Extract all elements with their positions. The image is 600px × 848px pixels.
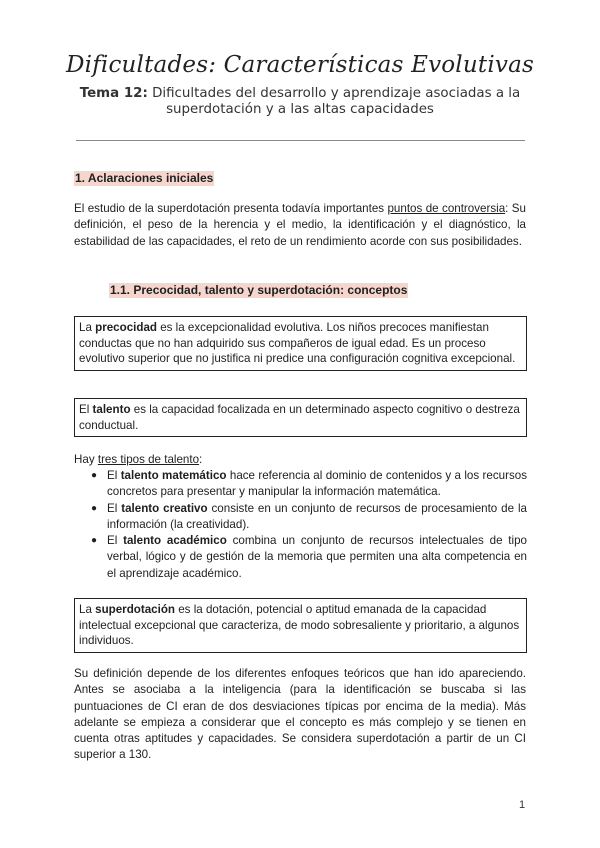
talent-types-list (90, 468, 527, 582)
subtitle-label: Tema 12: (79, 86, 148, 101)
definition-box-talento: El talento es la capacidad focalizada en un determinado aspecto cognitivo o destreza conductual. (74, 398, 527, 437)
list-item: ● El talento académico combina un conjunto de recursos intelectuales de tipo verbal, lógico y de gestión de la memoria que permiten una alta competencia en el aprendizaje académico. (91, 534, 527, 580)
page-number: 1 (519, 799, 526, 811)
document-subtitle (60, 86, 540, 118)
term-precocidad: precocidad (95, 321, 157, 334)
term-superdotacion: superdotación (95, 603, 176, 616)
divider (76, 140, 525, 141)
talent-types-intro: Hay tres tipos de talento: (74, 453, 203, 466)
bullet-icon: ● (91, 470, 98, 481)
subtitle-text: Dificultades del desarrollo y aprendizaje asociadas a la superdotación y a las altas capacidades (152, 86, 521, 117)
closing-paragraph: Su definición depende de los diferentes enfoques teóricos que han ido apareciendo. Antes se asociaba a la inteligencia (para la identificación se buscaba si las puntuaciones de CI eran de dos desviaciones típicas por encima de la media). Más adelante se empieza a considerar que el concepto es más complejo y se tienen en cuenta otras aptitudes y capacidades. Se considera superdotación a partir de un CI superior a 130. (74, 667, 526, 762)
list-item: ● El talento matemático hace referencia al dominio de contenidos y a los recursos concretos para presentar y manipular la información matemática. (91, 469, 527, 499)
section-heading-1-1: 1.1. Precocidad, talento y superdotación: conceptos (110, 283, 408, 297)
intro-paragraph: El estudio de la superdotación presenta todavía importantes puntos de controversia: Su definición, el peso de la herencia y el medio, la identificación y el diagnóstico, la estabilidad de las capacidades, el reto de un rendimiento acorde con sus posibilidades. (74, 202, 526, 248)
controversy-link-text: puntos de controversia (387, 202, 506, 215)
list-item: ● El talento creativo consiste en un conjunto de recursos de procesamiento de la información (la creatividad). (91, 501, 527, 531)
term-talento: talento (92, 403, 131, 416)
document-title: Dificultades: Características Evolutivas (66, 52, 534, 78)
bullet-icon: ● (91, 502, 98, 514)
talent-types-link-text: tres tipos de talento (97, 453, 200, 466)
bullet-icon: ● (91, 535, 98, 547)
definition-box-superdotacion: La superdotación es la dotación, potencial o aptitud emanada de la capacidad intelectual excepcional que caracteriza, de modo sobresaliente y prioritario, a algunos individuos. (74, 598, 527, 653)
definition-box-precocidad: La precocidad es la excepcionalidad evolutiva. Los niños precoces manifiestan conductas que no han adquirido sus compañeros de igual edad. Es un proceso evolutivo superior que no justifica ni predice una configuración cognitiva excepcional. (74, 316, 527, 371)
section-heading-1: 1. Aclaraciones iniciales (75, 171, 214, 185)
